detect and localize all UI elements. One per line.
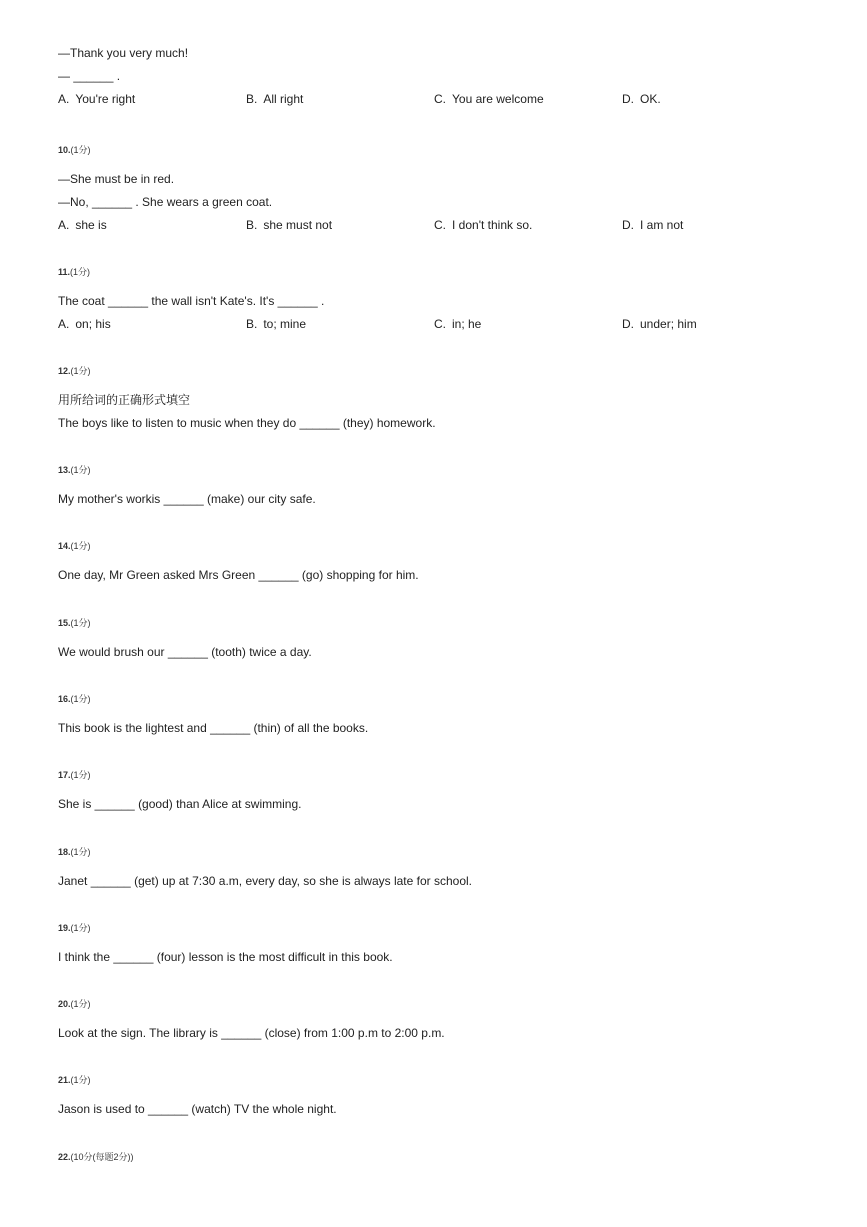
question-line: Look at the sign. The library is ______ (close) from 1:00 p.m to 2:00 p.m. (58, 1026, 445, 1040)
option-b[interactable]: B. All right (246, 92, 304, 106)
option-d[interactable]: D. under; him (622, 317, 697, 331)
question-line: Jason is used to ______ (watch) TV the whole night. (58, 1102, 337, 1116)
option-b[interactable]: B. to; mine (246, 317, 307, 331)
question-number: 17.(1分) (58, 770, 91, 780)
question-number: 19.(1分) (58, 923, 91, 933)
question-number: 22.(10分(每题2分)) (58, 1152, 134, 1162)
question-number: 16.(1分) (58, 694, 91, 704)
option-a[interactable]: A. You're right (58, 92, 136, 106)
options-row (58, 217, 818, 233)
question-line: This book is the lightest and ______ (thin) of all the books. (58, 721, 369, 735)
option-b[interactable]: B. she must not (246, 218, 333, 232)
options-row (58, 91, 818, 107)
option-c[interactable]: C. You are welcome (434, 92, 544, 106)
question-number: 14.(1分) (58, 541, 91, 551)
option-c[interactable]: C. in; he (434, 317, 482, 331)
option-a[interactable]: A. on; his (58, 317, 111, 331)
question-line: She is ______ (good) than Alice at swimming. (58, 797, 302, 811)
question-line: We would brush our ______ (tooth) twice a day. (58, 645, 312, 659)
options-row (58, 316, 818, 332)
question-line: My mother's workis ______ (make) our city safe. (58, 492, 316, 506)
option-c[interactable]: C. I don't think so. (434, 218, 533, 232)
option-d[interactable]: D. I am not (622, 218, 684, 232)
question-number: 12.(1分) (58, 366, 91, 376)
question-number: 15.(1分) (58, 618, 91, 628)
question-number: 20.(1分) (58, 999, 91, 1009)
question-line: The boys like to listen to music when they do ______ (they) homework. (58, 416, 436, 430)
question-number: 11.(1分) (58, 267, 91, 277)
question-line: —Thank you very much! (58, 46, 189, 60)
question-line: The coat ______ the wall isn't Kate's. It's ______ . (58, 294, 325, 308)
question-number: 13.(1分) (58, 465, 91, 475)
option-d[interactable]: D. OK. (622, 92, 661, 106)
question-line: — ______ . (58, 69, 121, 83)
question-line: I think the ______ (four) lesson is the most difficult in this book. (58, 950, 393, 964)
question-line: Janet ______ (get) up at 7:30 a.m, every day, so she is always late for school. (58, 874, 473, 888)
section-instruction: 用所给词的正确形式填空 (58, 393, 191, 407)
question-line: One day, Mr Green asked Mrs Green ______ (go) shopping for him. (58, 568, 419, 582)
question-number: 18.(1分) (58, 847, 91, 857)
question-number: 21.(1分) (58, 1075, 91, 1085)
option-a[interactable]: A. she is (58, 218, 107, 232)
question-number: 10.(1分) (58, 145, 91, 155)
question-line: —No, ______ . She wears a green coat. (58, 195, 273, 209)
question-line: —She must be in red. (58, 172, 175, 186)
